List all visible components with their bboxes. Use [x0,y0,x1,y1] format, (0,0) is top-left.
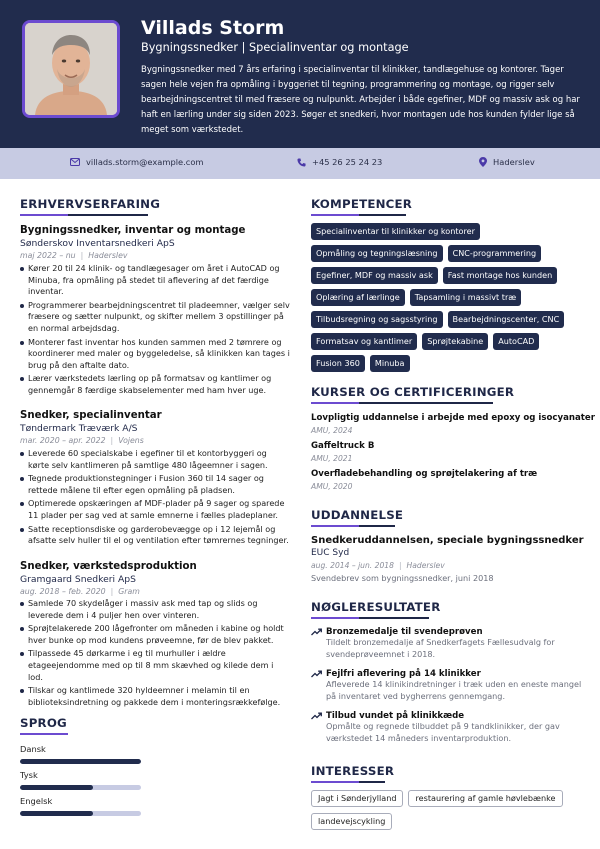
job-title: Snedker, specialinventar [20,410,162,421]
profile-summary: Bygningssnedker med 7 års erfaring i specialinventar til klinikker, tandlægehuse og kontorer. Tager sagen hele vejen fra opmåling i byggeriet til tegning, programmering og montage, og rigger selv bearbejdningscentret til med fræsere og nulpunkt. Arbejder i både egefiner, MDF og massiv ask og har haft en lærling under sig siden 2023. Søger et snedkeri, hvor montagen ude hos kunden fylder lige så meget som værkstedet. [141,65,580,135]
heading-accent-line [311,402,359,404]
contact-email[interactable] [70,157,204,167]
skill-tag: Sprøjtekabine [422,333,488,350]
skill-tag: Minuba [370,355,410,372]
job-meta: maj 2022 – nu | Haderslev [20,251,128,260]
course-title: Gaffeltruck B [311,441,375,451]
job-bullet: Sprøjtelakerede 200 lågefronter om måneden i kabine og holdt hver bunke op mod kundens prøveemne, før de blev pakket. [20,623,290,646]
skills-heading: KOMPETENCER [311,197,413,211]
education-note: Svendebrev som bygningssnedker, juni 2018 [311,573,494,583]
skill-tag: CNC-programmering [448,245,542,262]
interests-heading: INTERESSER [311,764,395,778]
courses-heading: KURSER OG CERTIFICERINGER [311,385,515,399]
interests-heading-underline [311,781,385,783]
contact-bar [0,148,600,179]
trend-up-icon [311,628,322,636]
language-level-fill [20,811,93,816]
skill-tag: Fast montage hos kunden [443,267,557,284]
achievements-heading: NØGLERESULTATER [311,600,441,614]
skill-tag: AutoCAD [493,333,539,350]
heading-accent-line [311,525,359,527]
phone-icon [297,158,306,167]
heading-accent-line [20,214,68,216]
experience-heading: ERHVERVSERFARING [20,197,161,211]
trend-up-icon [311,670,322,678]
job-bullet: Optimerede opskæringen af MDF-plader på 9 sager og sparede 11 plader per sag ved at samle emnerne i fælles pladeplaner. [20,498,290,521]
job-company: Tøndermark Træværk A/S [20,423,138,434]
languages-heading-underline [20,733,62,735]
job-title: Snedker, værkstedsproduktion [20,561,197,572]
candidate-headline: Bygningssnedker | Specialinventar og montage [141,41,409,54]
heading-accent-line [20,733,68,735]
language-level-bar [20,759,141,764]
job-bullet: Monterer fast inventar hos kunden sammen med 2 tømrere og koordinerer med maler og byggeledelse, så klinikken kan tages i brug på den aftalte dato. [20,337,290,372]
education-heading: UDDANNELSE [311,508,404,522]
job-dates: aug. 2018 – feb. 2020 [20,587,106,596]
education-heading-underline [311,525,395,527]
job-meta: mar. 2020 – apr. 2022 | Vojens [20,436,144,445]
job-bullets [20,448,290,549]
achievement-title: Bronzemedalje til svendeprøven [326,627,483,637]
job-title: Bygningssnedker, inventar og montage [20,225,246,236]
email-icon [70,158,80,166]
job-location: Gram [118,587,140,596]
email-text: villads.storm@example.com [86,157,204,167]
skill-tag: Fusion 360 [311,355,365,372]
language-name: Dansk [20,744,46,754]
skills-heading-underline [311,214,406,216]
achievements-heading-underline [311,617,429,619]
achievement-description: Tildelt bronzemedalje af Snedkerfagets Fællesudvalg for svendeprøveemnet i 2018. [326,637,555,659]
achievement-item [311,669,586,703]
achievement-item [311,711,586,745]
contact-phone[interactable] [297,157,382,167]
skill-tag: Formatsav og kantlimer [311,333,417,350]
job-bullet: Lærer værkstedets lærling op på formatsav og kantlimer og gennemgår 8 færdige skabselementer med ham hver uge. [20,373,290,396]
language-level-fill [20,759,141,764]
language-name: Engelsk [20,796,53,806]
skill-tag: Oplæring af lærlinge [311,289,405,306]
skills-list [311,223,581,372]
job-bullet: Tegnede produktionstegninger i Fusion 360 til 14 sager og rettede målene til efter egen opmåling på pladsen. [20,473,290,496]
course-title: Overfladebehandling og sprøjtelakering af træ [311,469,538,479]
skill-tag: Bearbejdningscenter, CNC [448,311,565,328]
heading-accent-line [311,781,359,783]
skill-tag: Tapsamling i massivt træ [410,289,521,306]
header-banner [0,0,600,148]
job-bullets [20,263,290,399]
skill-tag: Egefiner, MDF og massiv ask [311,267,438,284]
skill-tag: Specialinventar til klinikker og kontorer [311,223,480,240]
education-location: Haderslev [406,561,445,570]
interest-tag: restaurering af gamle høvlebænke [408,790,562,807]
job-company: Gramgaard Snedkeri ApS [20,574,136,585]
location-pin-icon [479,157,487,167]
achievement-title: Tilbud vundet på klinikkæde [326,711,465,721]
languages-heading: SPROG [20,716,67,730]
achievement-title: Fejlfri aflevering på 14 klinikker [326,669,481,679]
job-meta: aug. 2018 – feb. 2020 | Gram [20,587,140,596]
job-bullet: Tilpassede 45 dørkarme i eg til murhuller i ældre etageejendomme med op til 8 mm skævhed og kilede dem i lod. [20,648,290,683]
phone-text: +45 26 25 24 23 [312,157,383,167]
heading-accent-line [311,214,359,216]
job-bullet: Leverede 60 specialskabe i egefiner til et kontorbyggeri og kørte selv kantlimeren på samtlige 480 lågeemner i sagen. [20,448,290,471]
achievement-description: Afleverede 14 klinikindretninger i træk uden en eneste mangel på inventaret ved bygherrens gennemgang. [326,679,582,701]
interest-tag: Jagt i Sønderjylland [311,790,403,807]
contact-location [479,157,535,167]
candidate-name: Villads Storm [141,17,285,39]
education-title: Snedkeruddannelsen, speciale bygningssnedker [311,535,584,546]
course-meta: AMU, 2021 [311,454,353,463]
language-level-fill [20,785,93,790]
job-location: Vojens [118,436,144,445]
heading-accent-line [311,617,359,619]
job-company: Sønderskov Inventarsnedkeri ApS [20,238,175,249]
skill-tag: Opmåling og tegningslæsning [311,245,443,262]
education-dates: aug. 2014 – jun. 2018 [311,561,394,570]
location-text: Haderslev [493,157,535,167]
job-bullet: Tilskar og kantlimede 320 hyldeemner i melamin til en biblioteksindretning og pakkede dem i monteringsrækkefølge. [20,685,290,708]
language-level-bar [20,785,141,790]
courses-heading-underline [311,402,493,404]
skill-tag: Tilbudsregning og sagsstyring [311,311,443,328]
trend-up-icon [311,712,322,720]
course-meta: AMU, 2020 [311,482,353,491]
interests-list [311,790,581,830]
job-location: Haderslev [88,251,128,260]
job-bullet: Kører 20 til 24 klinik- og tandlægesager om året i AutoCAD og Minuba, fra opmåling på stedet til aflevering af det færdige inventar. [20,263,290,298]
language-name: Tysk [20,770,38,780]
job-bullet: Programmerer bearbejdningscentret til pladeemner, vælger selv fræsere og sætter nulpunkt, og skifter mellem 3 opstillinger på en normal arbejdsdag. [20,300,290,335]
experience-heading-underline [20,214,148,216]
achievement-description: Opmålte og regnede tilbuddet på 9 tandklinikker, der gav værkstedet 14 måneders inventarproduktion. [326,721,560,743]
job-bullets [20,598,290,710]
education-meta: aug. 2014 – jun. 2018 | Haderslev [311,561,445,570]
achievement-item [311,627,586,661]
job-dates: maj 2022 – nu [20,251,76,260]
language-level-bar [20,811,141,816]
job-dates: mar. 2020 – apr. 2022 [20,436,106,445]
course-title: Lovpligtig uddannelse i arbejde med epoxy og isocyanater [311,413,595,423]
profile-photo [22,20,120,118]
job-bullet: Satte receptionsdiske og garderobevægge op i 12 lejemål og afsatte selv huller til el og ventilation efter tømrernes tegninger. [20,524,290,547]
job-bullet: Samlede 70 skydelåger i massiv ask med tap og slids og leverede dem i 4 puljer hen over vinteren. [20,598,290,621]
interest-tag: landevejscykling [311,813,392,830]
course-meta: AMU, 2024 [311,426,353,435]
education-school: EUC Syd [311,548,350,558]
